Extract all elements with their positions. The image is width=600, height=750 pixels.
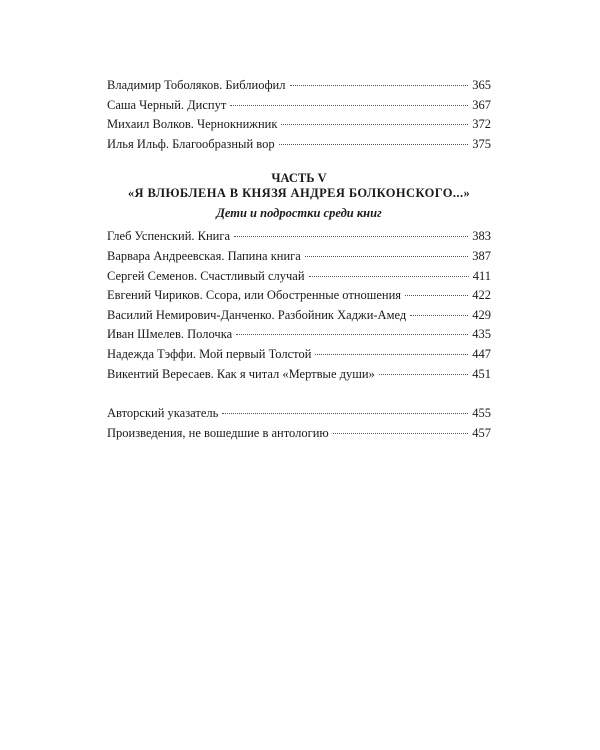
dot-leader [281,124,468,125]
part-subtitle: Дети и подростки среди книг [216,206,382,221]
dot-leader [405,295,468,296]
toc-entry-page: 447 [472,346,491,361]
toc-entry [107,96,491,116]
toc-entry [107,115,491,135]
toc-entry [107,227,491,247]
toc-entry [107,135,491,155]
part-heading [107,171,491,222]
dot-leader [230,105,468,106]
toc-entry-title: Саша Черный. Диспут [107,97,227,112]
toc-entry [107,345,491,365]
toc-entry-title: Сергей Семенов. Счастливый случай [107,268,305,283]
toc-entry [107,76,491,96]
toc-entry-title: Викентий Вересаев. Как я читал «Мертвые души» [107,366,375,381]
toc-entry-title: Авторский указатель [107,406,219,421]
dot-leader [222,413,468,414]
toc-entry-title: Надежда Тэффи. Мой первый Толстой [107,346,312,361]
toc-entry-title: Василий Немирович-Данченко. Разбойник Хаджи-Амед [107,307,407,322]
toc-entry [107,267,491,287]
toc-entry-title: Иван Шмелев. Полочка [107,327,233,342]
toc-entry-page: 365 [472,78,491,92]
part-title: «Я ВЛЮБЛЕНА В КНЯЗЯ АНДРЕЯ БОЛКОНСКОГО...» [127,186,471,201]
dot-leader [315,354,468,355]
toc-entry-page: 457 [472,425,491,440]
toc-entry-page: 435 [472,327,491,342]
dot-leader [333,433,469,434]
dot-leader [379,374,468,375]
toc-entry-title: Глеб Успенский. Книга [107,229,231,244]
toc-entry-page: 422 [472,288,491,303]
toc-entry-page: 383 [472,229,491,244]
dot-leader [236,334,468,335]
part-label: ЧАСТЬ V [271,171,327,186]
toc-entry-page: 387 [472,248,491,263]
toc-entry [107,404,491,424]
dot-leader [279,144,469,145]
toc-entry-title: Владимир Тоболяков. Библиофил [107,78,286,92]
toc-entry-title: Евгений Чириков. Ссора, или Обостренные отношения [107,288,402,303]
dot-leader [234,236,468,237]
toc-entry-title: Варвара Андреевская. Папина книга [107,248,301,263]
toc-entry [107,247,491,267]
section-gap [107,384,491,404]
dot-leader [410,315,468,316]
dot-leader [305,256,468,257]
toc-entry [107,306,491,326]
toc-entry-title: Произведения, не вошедшие в антологию [107,425,329,440]
toc-entry-page: 455 [472,406,491,421]
toc-entry [107,286,491,306]
dot-leader [290,85,469,86]
toc-entry-page: 451 [472,366,491,381]
toc-entry-page: 375 [472,136,491,151]
toc-entry [107,365,491,385]
toc-entry-title: Илья Ильф. Благообразный вор [107,136,275,151]
toc-entry [107,325,491,345]
toc-entry-title: Михаил Волков. Чернокнижник [107,117,278,132]
table-of-contents [107,76,491,443]
toc-entry-page: 429 [472,307,491,322]
toc-entry [107,424,491,444]
toc-entry-page: 367 [472,97,491,112]
dot-leader [309,276,469,277]
toc-entry-page: 411 [472,268,491,283]
toc-entry-page: 372 [472,117,491,132]
